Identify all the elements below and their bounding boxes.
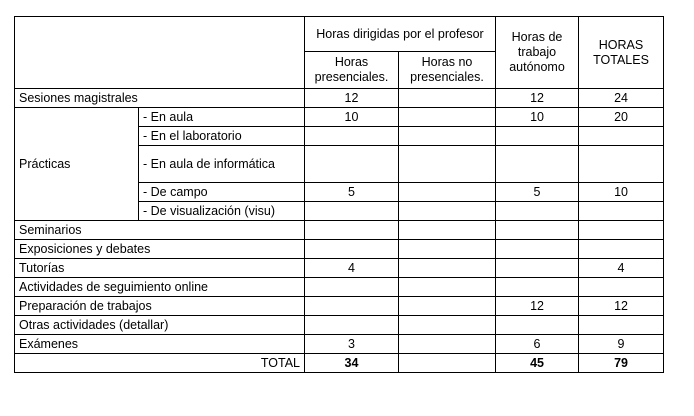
cell-autonomo: 12 <box>496 297 579 316</box>
cell-total <box>579 127 664 146</box>
cell-presencial <box>305 297 399 316</box>
cell-autonomo <box>496 278 579 297</box>
total-autonomo: 45 <box>496 354 579 373</box>
cell-autonomo <box>496 202 579 221</box>
cell-no-presencial <box>399 259 496 278</box>
total-presencial: 34 <box>305 354 399 373</box>
header-directed-group: Horas dirigidas por el profesor <box>305 17 496 52</box>
cell-no-presencial <box>399 89 496 108</box>
cell-total: 20 <box>579 108 664 127</box>
cell-total <box>579 316 664 335</box>
total-no-presencial <box>399 354 496 373</box>
cell-presencial <box>305 316 399 335</box>
table-row-tutorias <box>15 259 664 278</box>
cell-no-presencial <box>399 221 496 240</box>
cell-no-presencial <box>399 202 496 221</box>
cell-total <box>579 146 664 183</box>
cell-presencial <box>305 221 399 240</box>
cell-autonomo: 10 <box>496 108 579 127</box>
total-label: TOTAL <box>15 354 305 373</box>
cell-presencial <box>305 127 399 146</box>
cell-total: 12 <box>579 297 664 316</box>
cell-total: 24 <box>579 89 664 108</box>
row-label: Sesiones magistrales <box>15 89 305 108</box>
cell-presencial: 3 <box>305 335 399 354</box>
header-autonomo: Horas de trabajo autónomo <box>496 17 579 89</box>
cell-presencial: 10 <box>305 108 399 127</box>
cell-total <box>579 240 664 259</box>
cell-total <box>579 278 664 297</box>
cell-total: 4 <box>579 259 664 278</box>
table-row-preparacion <box>15 297 664 316</box>
cell-presencial: 4 <box>305 259 399 278</box>
row-label: Actividades de seguimiento online <box>15 278 305 297</box>
sub-row-label: - De visualización (visu) <box>139 202 305 221</box>
cell-autonomo: 6 <box>496 335 579 354</box>
row-label: Exámenes <box>15 335 305 354</box>
cell-total: 10 <box>579 183 664 202</box>
row-label: Seminarios <box>15 221 305 240</box>
hours-table <box>14 16 664 373</box>
row-label: Exposiciones y debates <box>15 240 305 259</box>
row-label-practicas: Prácticas <box>15 108 139 221</box>
cell-presencial <box>305 240 399 259</box>
cell-autonomo <box>496 127 579 146</box>
cell-no-presencial <box>399 278 496 297</box>
table-row-total <box>15 354 664 373</box>
table-row-practicas-aula <box>15 108 664 127</box>
cell-presencial <box>305 278 399 297</box>
cell-no-presencial <box>399 108 496 127</box>
cell-presencial <box>305 146 399 183</box>
cell-presencial: 5 <box>305 183 399 202</box>
cell-no-presencial <box>399 127 496 146</box>
table-row-sesiones <box>15 89 664 108</box>
cell-autonomo <box>496 221 579 240</box>
cell-autonomo <box>496 259 579 278</box>
header-totales: HORAS TOTALES <box>579 17 664 89</box>
table-row-examenes <box>15 335 664 354</box>
cell-autonomo: 5 <box>496 183 579 202</box>
cell-no-presencial <box>399 297 496 316</box>
table-row-exposiciones <box>15 240 664 259</box>
table-row-otras <box>15 316 664 335</box>
header-no-presencial: Horas no presenciales. <box>399 52 496 89</box>
header-empty-cell <box>15 17 305 89</box>
cell-no-presencial <box>399 183 496 202</box>
cell-autonomo <box>496 240 579 259</box>
row-label: Otras actividades (detallar) <box>15 316 305 335</box>
row-label: Preparación de trabajos <box>15 297 305 316</box>
table-row-seguimiento <box>15 278 664 297</box>
cell-no-presencial <box>399 240 496 259</box>
cell-autonomo: 12 <box>496 89 579 108</box>
sub-row-label: - En el laboratorio <box>139 127 305 146</box>
sub-row-label: - En aula <box>139 108 305 127</box>
row-label: Tutorías <box>15 259 305 278</box>
cell-total: 9 <box>579 335 664 354</box>
cell-total <box>579 202 664 221</box>
sub-row-label: - En aula de informática <box>139 146 305 183</box>
cell-presencial <box>305 202 399 221</box>
cell-presencial: 12 <box>305 89 399 108</box>
sub-row-label: - De campo <box>139 183 305 202</box>
cell-no-presencial <box>399 335 496 354</box>
total-total: 79 <box>579 354 664 373</box>
cell-autonomo <box>496 316 579 335</box>
cell-total <box>579 221 664 240</box>
cell-no-presencial <box>399 316 496 335</box>
cell-no-presencial <box>399 146 496 183</box>
header-presencial: Horas presenciales. <box>305 52 399 89</box>
table-row-seminarios <box>15 221 664 240</box>
cell-autonomo <box>496 146 579 183</box>
